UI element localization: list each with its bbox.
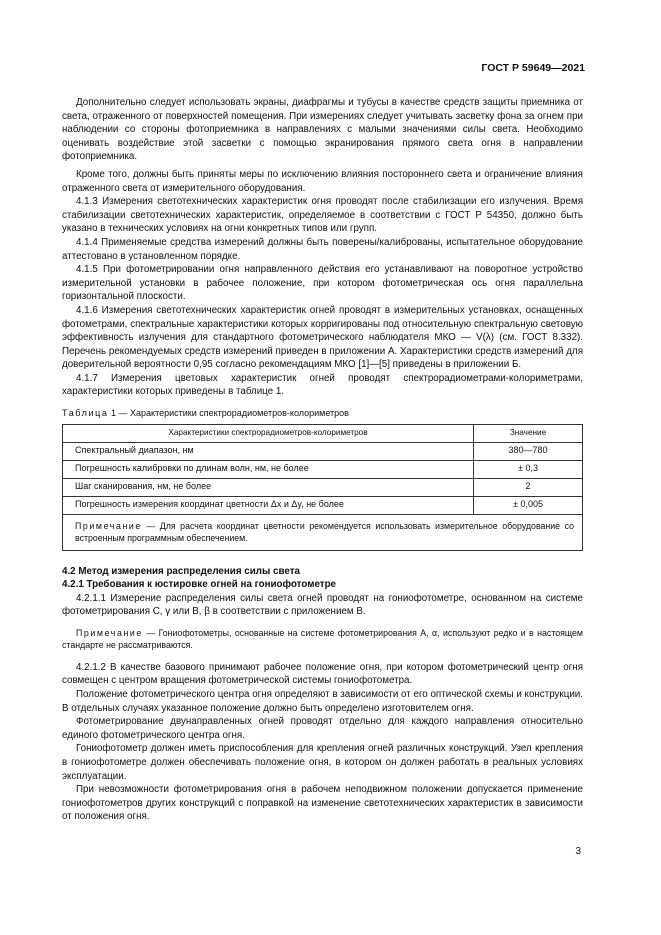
paragraph-4-2-1-2: 4.2.1.2 В качестве базового принимают рабочее положение огня, при котором фотометрический центр огня совмещен с центром вращения фотометрической системы гониофотометра. <box>62 661 583 687</box>
table-cell: ± 0,005 <box>474 496 583 514</box>
paragraph-4-1-7: 4.1.7 Измерения цветовых характеристик огней проводят спектрорадиометрами-колориметрами, характеристики которых приведены в таблице 1. <box>62 372 583 398</box>
table-caption-text: 1 — Характеристики спектрорадиометров-колориметров <box>111 408 349 419</box>
table-note-label: Примечание <box>75 520 142 531</box>
note-label: Примечание <box>76 628 143 639</box>
paragraph: Фотометрирование двунаправленных огней проводят отдельно для каждого направления относительно единого фотометрического центра огня. <box>62 716 583 741</box>
column-header: Характеристики спектрорадиометров-колориметров <box>63 424 474 442</box>
paragraph: При невозможности фотометрирования огня в рабочем неподвижном положении допускается применение гониофотометров других конструкций с поправкой на изменение светотехнических характеристик в зависимости от положения огня. <box>62 784 583 823</box>
subsection-heading-4-2-1: 4.2.1 Требования к юстировке огней на гониофотометре <box>62 579 337 591</box>
paragraph-4-1-6: 4.1.6 Измерения светотехнических характеристик огней проводят в измерительных установках, оснащенных фотометрами, спектральные характеристики которых корригированы под относительную спектральную световую эффективность излучения для стандартного фотометрического наблюдателя МКО — V(λ) (см. ГОСТ 8.332). Перечень рекомендуемых средств измерений приведен в приложении А. Характеристики средств измерений для доверительной вероятности 0,95 согласно рекомендациям МКО [1]—[5] приведены в приложении Б. <box>62 304 583 371</box>
table-cell: Погрешность калибровки по длинам волн, нм, не более <box>63 460 474 478</box>
table-row <box>63 460 583 478</box>
page-content <box>62 96 583 824</box>
table-cell: Шаг сканирования, нм, не более <box>63 478 474 496</box>
paragraph-4-1-3: 4.1.3 Измерения светотехнических характеристик огня проводят после стабилизации его излучения. Время стабилизации светотехнических характеристик, определяемое в соответствии с ГОСТ Р 54350, должно быть указано в технических условиях на огни конкретных типов или групп. <box>62 196 583 235</box>
table-cell: Спектральный диапазон, нм <box>63 442 474 460</box>
table-cell: 380—780 <box>474 442 583 460</box>
paragraph: Дополнительно следует использовать экраны, диафрагмы и тубусы в качестве средств защиты приемника от света, отраженного от поверхностей помещения. При измерениях следует учитывать засветку фона за огнем при наблюдении со стороны фотоприемника в направлениях с малыми значениями силы света. Необходимо оценивать воздействие этой засветки с помощью экранирования прямого света огня в направлении фотоприемника. <box>62 97 583 163</box>
table-cell: 2 <box>474 478 583 496</box>
table-header-row <box>63 424 583 442</box>
note-text: — Гониофотометры, основанные на системе фотометрирования A, α, используют редко и в настоящем стандарте не рассматриваются. <box>62 628 583 651</box>
paragraph-4-2-1-1: 4.2.1.1 Измерение распределения силы света огней проводят на гониофотометре, основанном на системе фотометрирования C, γ или B, β в соответствии с приложением В. <box>62 592 583 618</box>
column-header: Значение <box>474 424 583 442</box>
table-row <box>63 442 583 460</box>
table-cell: Погрешность измерения координат цветности Δx и Δy, не более <box>63 496 474 514</box>
table-caption <box>62 407 583 421</box>
paragraph-4-1-4: 4.1.4 Применяемые средства измерений должны быть поверены/калиброваны, испытательное оборудование аттестовано в установленном порядке. <box>62 236 583 262</box>
table-row <box>63 496 583 514</box>
characteristics-table <box>62 424 583 551</box>
paragraph: Гониофотометр должен иметь приспособления для крепления огней различных конструкций. Узел крепления в гониофотометре должен обеспечивать положение огня, в котором он должен работать в реальных условиях эксплуатации. <box>62 743 583 782</box>
paragraph: Положение фотометрического центра огня определяют в зависимости от его оптической схемы и конструкции. В отдельных случаях указанное положение должно быть определено изготовителем огня. <box>62 689 583 714</box>
paragraph-4-1-5: 4.1.5 При фотометрировании огня направленного действия его устанавливают на поворотное устройство измерительной установки в рабочее положение, при котором фотометрическая ось огня параллельна горизонтальной плоскости. <box>62 264 583 303</box>
page-number: 3 <box>575 846 581 857</box>
table-note-row <box>63 514 583 550</box>
table-note-text: — Для расчета координат цветности рекомендуется использовать измерительное оборудование со встроенным программным обеспечением. <box>75 520 575 543</box>
table-note <box>63 514 583 550</box>
section-heading-4-2: 4.2 Метод измерения распределения силы света <box>62 565 300 577</box>
table-row <box>63 478 583 496</box>
note <box>62 627 583 652</box>
table-caption-label: Таблица <box>62 408 109 419</box>
document-id-header: ГОСТ Р 59649—2021 <box>481 62 585 74</box>
table-cell: ± 0,3 <box>474 460 583 478</box>
paragraph: Кроме того, должны быть приняты меры по исключению влияния постороннего света и ограничение влияния отраженного света от измерительного оборудования. <box>62 168 583 194</box>
